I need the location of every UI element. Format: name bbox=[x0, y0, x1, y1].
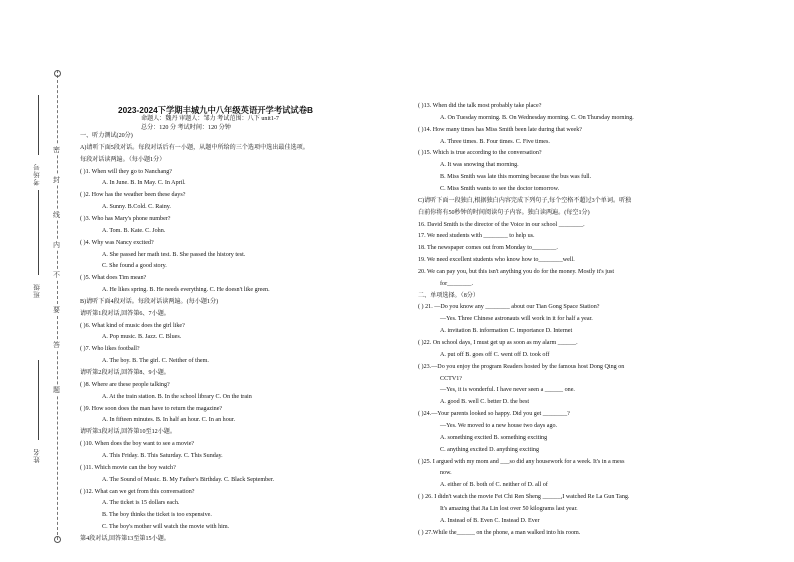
right-line: ( )24.—Your parents looked so happy. Did you get ________? bbox=[418, 411, 570, 418]
left-line: A. Sunny. B.Cold. C. Rainy. bbox=[102, 204, 171, 211]
left-line: ( )3. Who has Mary's phone number? bbox=[80, 215, 171, 222]
left-line: ( )12. What can we get from this conversation? bbox=[80, 488, 195, 495]
seal-char: 密 bbox=[53, 146, 60, 154]
right-line: ( )13. When did the talk most probably take place? bbox=[418, 103, 542, 109]
left-line: C. The boy's mother will watch the movie with him. bbox=[102, 524, 230, 531]
left-line: ( )9. How soon does the man have to return the magazine? bbox=[80, 405, 223, 412]
left-line: ( )1. When will they go to Nanchang? bbox=[80, 168, 172, 175]
right-line: CCTV1? bbox=[440, 375, 463, 382]
left-line: A. This Friday. B. This Saturday. C. This Sunday. bbox=[102, 452, 223, 459]
seal-char: 封 bbox=[53, 176, 60, 184]
left-line: A)请听下面5段对话。每段对话后有一小题，从题中所给的三个选项中选出最佳选项。 bbox=[80, 144, 309, 151]
right-line: —Yes. We moved to a new house two days ago. bbox=[440, 422, 558, 429]
right-line: ( ) 26. I didn't watch the movie Fei Chi Ren Sheng ______,I watched Re La Gun Tang. bbox=[418, 494, 630, 501]
seal-char: 线 bbox=[53, 211, 60, 219]
right-line: A. either of B. both of C. neither of D. all of bbox=[440, 482, 548, 489]
right-line: A. It was snowing that morning. bbox=[440, 162, 519, 169]
left-line: A. In fifteen minutes. B. In half an hour. C. In an hour. bbox=[102, 417, 236, 424]
right-line: now. bbox=[440, 470, 452, 477]
class-label: 班级 bbox=[34, 283, 41, 298]
right-line: ( ) 27.While the______ on the phone, a man walked into his room. bbox=[418, 529, 581, 536]
right-line: 白前你将有50秒钟的时间阅读句子内容。独白读两遍。(每空1分) bbox=[418, 209, 590, 216]
left-line: ( )8. Where are these people talking? bbox=[80, 381, 170, 388]
left-line: A. He likes spring. B. He needs everything. C. He doesn't like green. bbox=[102, 287, 270, 294]
seal-char: 要 bbox=[53, 306, 60, 314]
right-line: —Yes. Three Chinese astronauts will work in it for half a year. bbox=[440, 316, 593, 323]
right-line: C. anything excited D. anything exciting bbox=[440, 446, 540, 453]
right-line: ( )15. Which is true according to the conversation? bbox=[418, 150, 542, 157]
left-line: ( )10. When does the boy want to see a movie? bbox=[80, 441, 195, 448]
header-score-time: 总分：120 分 考试时间：120 分钟 bbox=[141, 125, 231, 131]
left-line: 请听第2段对话,回答第8、9小题。 bbox=[80, 370, 170, 376]
left-line: A. She passed her math test. B. She passed the history test. bbox=[102, 251, 246, 258]
binding-margin bbox=[0, 0, 74, 562]
right-line: ( )23.—Do you enjoy the program Readers hosted by the famous host Dong Qing on bbox=[418, 363, 625, 370]
left-line: A. The boy. B. The girl. C. Neither of them. bbox=[102, 358, 209, 365]
right-line: 19. We need excellent students who know how to________well. bbox=[418, 257, 575, 264]
binding-hole-icon bbox=[54, 70, 61, 77]
right-line: —Yes, it is wonderful. I have never seen a ______ one. bbox=[440, 387, 575, 394]
right-line: 16. David Smith is the director of the Voice in our school ________. bbox=[418, 221, 585, 228]
left-line: ( )5. What does Tim mean? bbox=[80, 275, 147, 282]
right-line: 20. We can pay you, but this isn't anything you do for the money. Mostly it's just bbox=[418, 268, 615, 275]
seal-char: 答 bbox=[53, 341, 60, 349]
right-line: A. On Tuesday morning. B. On Wednesday morning. C. On Thursday morning. bbox=[440, 114, 634, 121]
seal-char: 不 bbox=[53, 271, 60, 279]
right-line: 18. The newspaper comes out from Monday to________. bbox=[418, 245, 558, 252]
right-line: A. put off B. goes off C. went off D. took off bbox=[440, 351, 550, 358]
left-line: A. At the train station. B. In the school library C. On the train bbox=[102, 393, 252, 400]
name-label: 姓名 bbox=[34, 448, 41, 463]
left-line: 第4段对话,回答第13至第15小题。 bbox=[80, 535, 170, 542]
left-line: 一、听力测试(20分) bbox=[80, 133, 133, 139]
right-line: ( )22. On school days, I must get up as soon as my alarm ______. bbox=[418, 340, 578, 346]
right-line: A. good B. well C. better D. the best bbox=[440, 399, 530, 406]
left-line: B. The boy thinks the ticket is too expensive. bbox=[102, 512, 212, 519]
right-line: C. Miss Smith wants to see the doctor tomorrow. bbox=[440, 185, 560, 192]
right-line: ( ) 21. —Do you know any ________ about our Tian Gong Space Station? bbox=[418, 304, 600, 311]
class-line bbox=[38, 190, 39, 275]
header-authors: 命题人：魏丹 审题人：邹力 考试范围：八下 unit1-7 bbox=[141, 116, 279, 122]
left-line: C. She found a good story. bbox=[102, 263, 167, 270]
right-line: A. invitation B. information C. importance D. Internet bbox=[440, 328, 573, 335]
exam-number-label: 考场号 bbox=[34, 163, 41, 186]
left-line: ( )2. How has the weather been these days? bbox=[80, 192, 186, 199]
left-line: A. The Sound of Music. B. My Father's Birthday. C. Black September. bbox=[102, 476, 275, 483]
seal-char: 题 bbox=[53, 386, 60, 394]
left-line: 请听第1段对话,回答第6、7小题。 bbox=[80, 310, 170, 317]
right-line: 二、单项选择。（8分） bbox=[418, 292, 479, 299]
right-line: ( )25. I argued with my mom and ___so did any housework for a week. It's in a mess bbox=[418, 458, 625, 465]
left-line: 请听第3段对话,回答第10至12小题。 bbox=[80, 429, 176, 436]
binding-hole-icon bbox=[54, 536, 61, 543]
left-line: ( )7. Who likes football? bbox=[80, 346, 140, 353]
right-line: 17. We need students with ________ to help us. bbox=[418, 233, 535, 240]
left-line: ( )6. What kind of music does the girl like? bbox=[80, 322, 185, 329]
right-line: A. Instead of B. Even C. Instead D. Ever bbox=[440, 517, 540, 524]
page-title: 2023-2024下学期丰城九中八年级英语开学考试试卷B bbox=[118, 105, 314, 115]
left-line: ( )4. Why was Nancy excited? bbox=[80, 239, 154, 246]
left-line: A. Pop music. B. Jazz. C. Blues. bbox=[102, 334, 182, 341]
left-line: A. In June. B. In May. C. In April. bbox=[102, 180, 186, 187]
name-line bbox=[38, 360, 39, 440]
right-line: A. something excited B. something exciting bbox=[440, 434, 548, 441]
right-line: C)请听下面一段独白,根据独白内容完成下列句子,每个空格不超过3个单词。听独 bbox=[418, 197, 632, 204]
left-line: ( )11. Which movie can the boy watch? bbox=[80, 464, 176, 471]
right-line: ( )14. How many times has Miss Smith been late during that week? bbox=[418, 126, 582, 133]
seal-char: 内 bbox=[53, 241, 60, 249]
right-line: A. Three times. B. Four times. C. Five times. bbox=[440, 138, 550, 145]
right-line: It's amazing that Jia Lin lost over 50 kilograms last year. bbox=[440, 505, 578, 512]
right-line: for________. bbox=[440, 280, 474, 287]
left-line: A. Tom. B. Kate. C. John. bbox=[102, 227, 166, 234]
left-line: A. The ticket is 15 dollars each. bbox=[102, 500, 180, 507]
right-line: B. Miss Smith was late this morning because the bus was full. bbox=[440, 174, 592, 181]
left-line: B)请听下面4段对话。每段对话读两遍。(每小题1分) bbox=[80, 298, 219, 305]
exam-number-line bbox=[38, 95, 39, 155]
left-line: 每段对话读两遍。（每小题1分） bbox=[80, 156, 166, 163]
